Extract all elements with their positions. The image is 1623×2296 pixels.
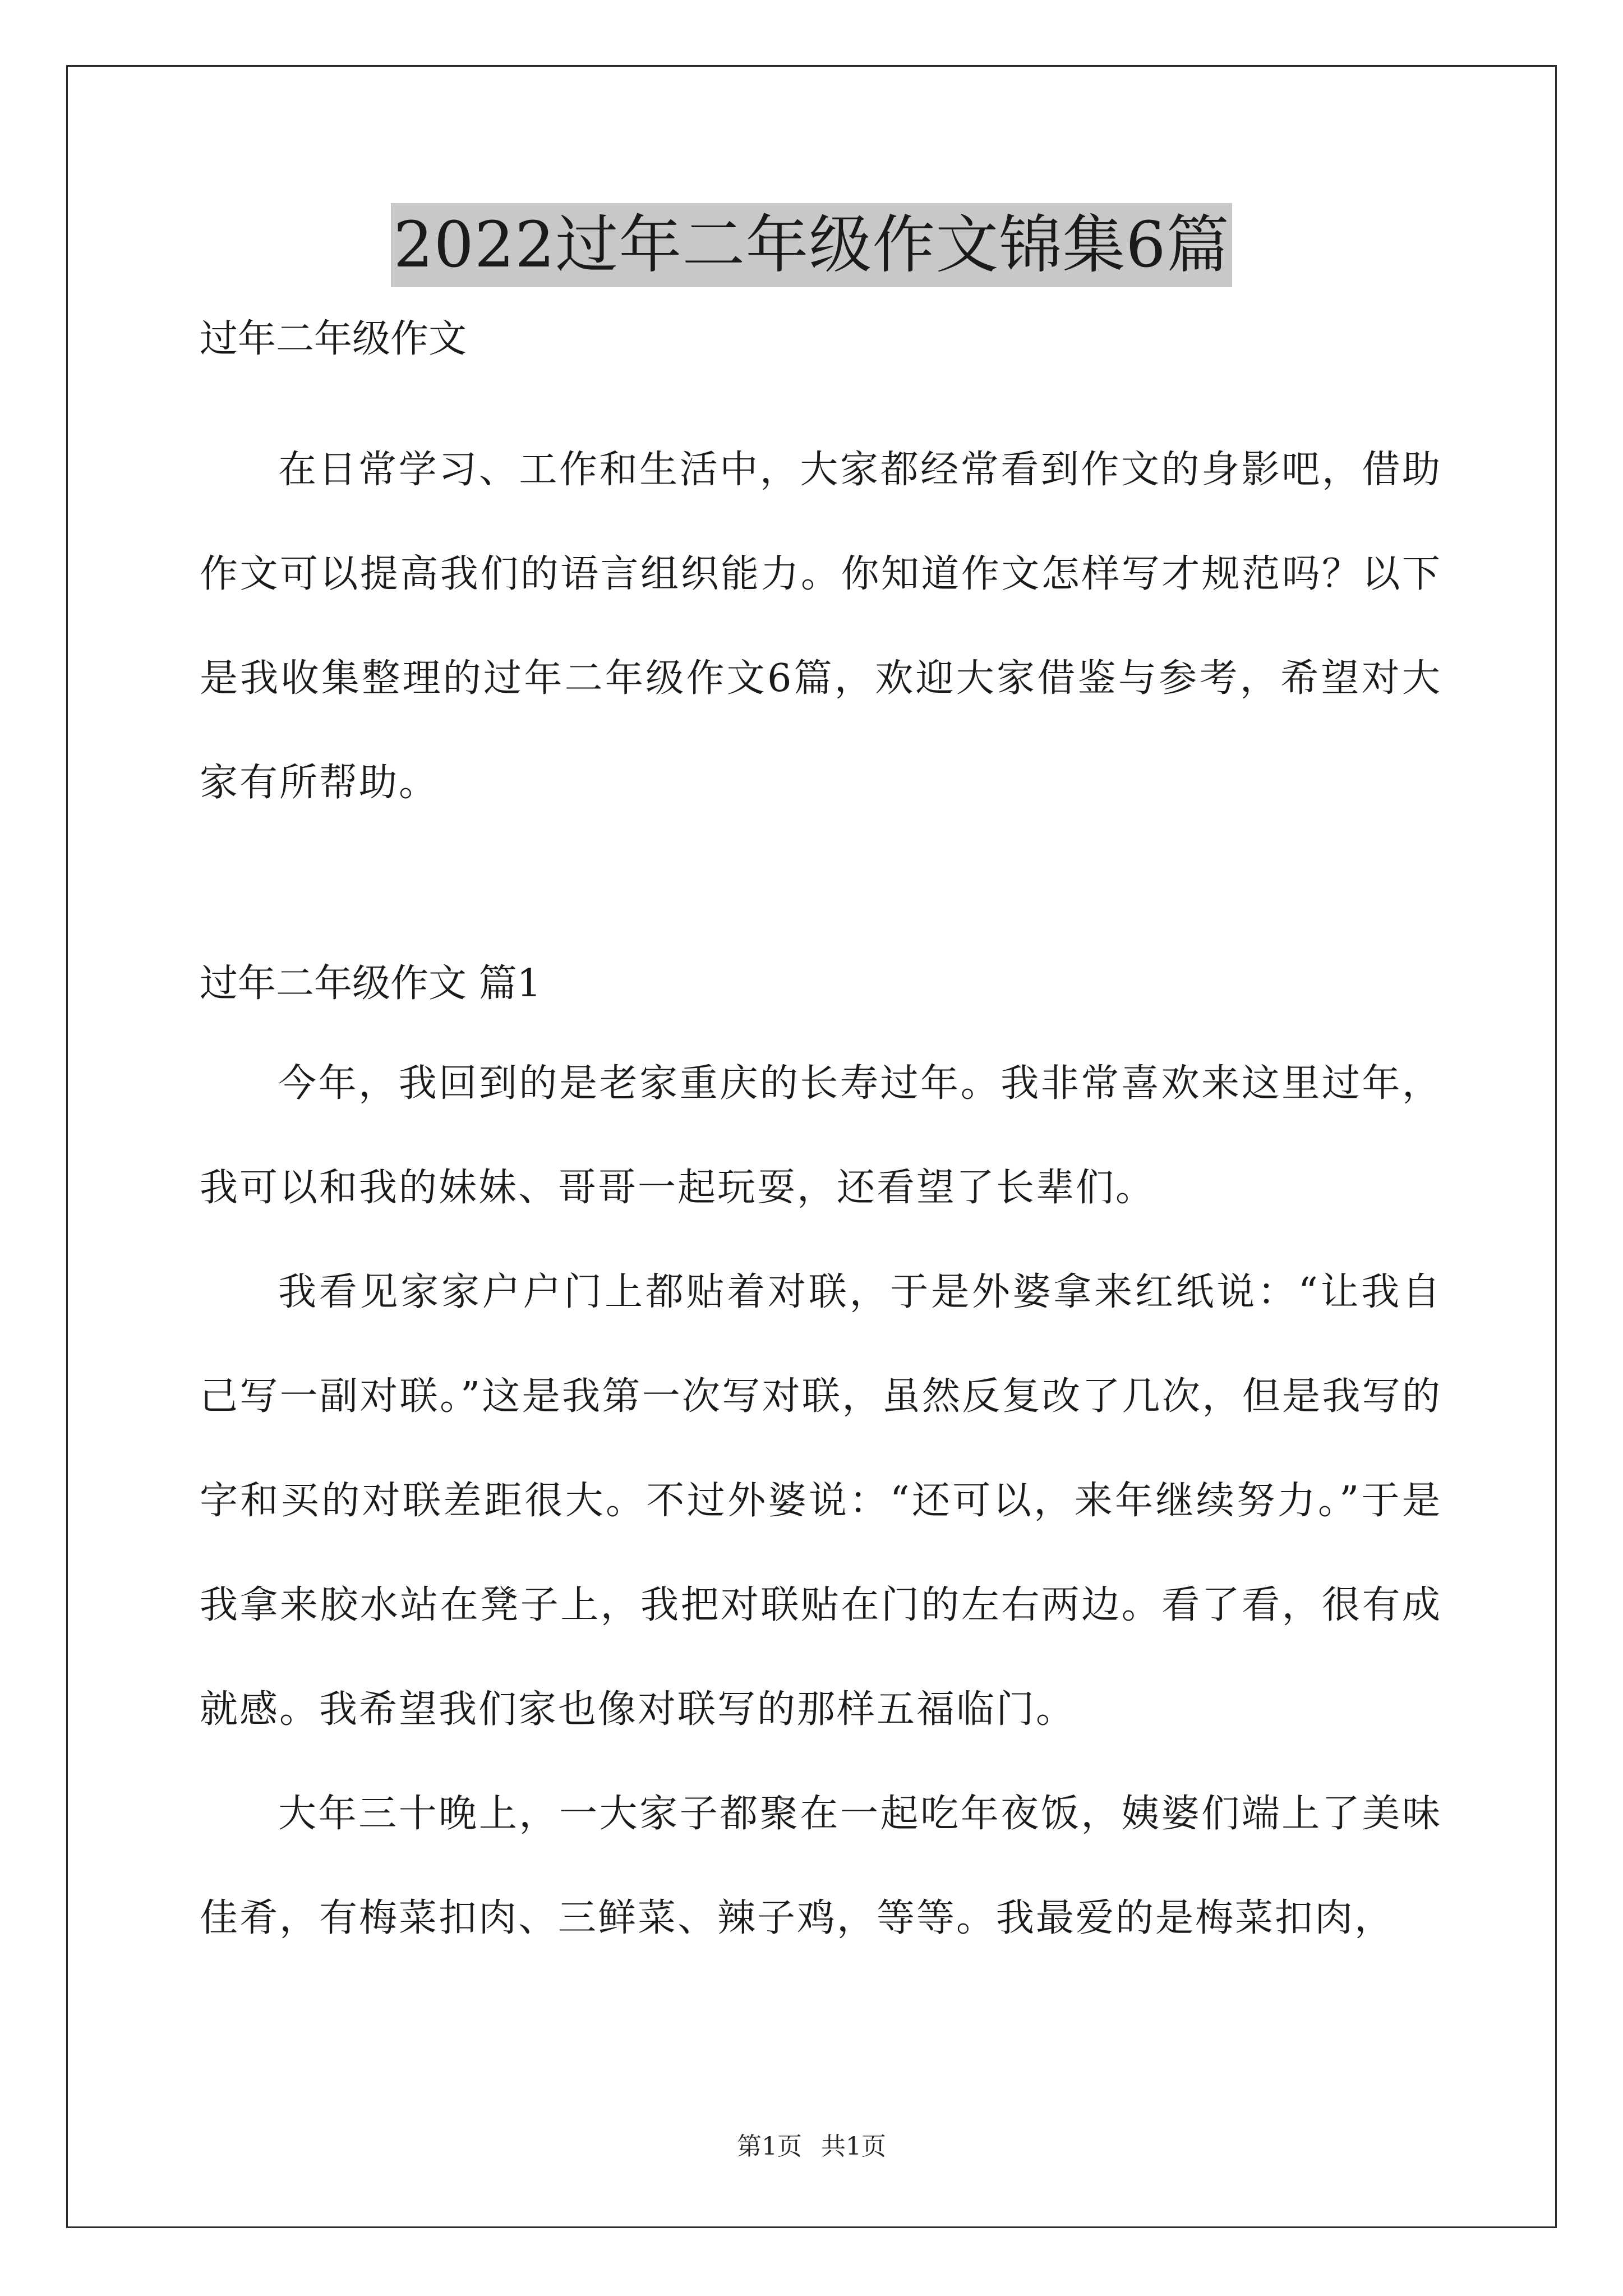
title-container [0, 203, 1623, 287]
section-heading-essay-1: 过年二年级作文 篇1 [200, 961, 541, 1006]
page-number-total: 共1页 [821, 2132, 886, 2161]
section-heading-intro: 过年二年级作文 [200, 317, 467, 361]
essay-1-paragraph-3: 大年三十晚上，一大家子都聚在一起吃年夜饭，姨婆们端上了美味佳肴，有梅菜扣肉、三鲜菜、辣子鸡，等等。我最爱的是梅菜扣肉， [200, 1792, 1442, 1940]
page-footer [0, 2126, 1623, 2162]
essay-1-paragraph-2: 我看见家家户户门上都贴着对联，于是外婆拿来红纸说：“让我自己写一副对联。”这是我第一次写对联，虽然反复改了几次，但是我写的字和买的对联差距很大。不过外婆说：“还可以，来年继续努力。”于是我拿来胶水站在凳子上，我把对联贴在门的左右两边。看了看，很有成就感。我希望我们家也像对联写的那样五福临门。 [200, 1270, 1442, 1732]
page-number-current: 第1页 [737, 2132, 802, 2161]
document-body [200, 314, 1442, 1971]
essay-1-paragraph-1: 今年，我回到的是老家重庆的长寿过年。我非常喜欢来这里过年，我可以和我的妹妹、哥哥一起玩耍，还看望了长辈们。 [200, 1061, 1442, 1210]
intro-paragraph: 在日常学习、工作和生活中，大家都经常看到作文的身影吧，借助作文可以提高我们的语言组织能力。你知道作文怎样写才规范吗？以下是我收集整理的过年二年级作文6篇，欢迎大家借鉴与参考，希望对大家有所帮助。 [200, 448, 1442, 805]
document-title: 2022过年二年级作文锦集6篇 [391, 203, 1232, 287]
